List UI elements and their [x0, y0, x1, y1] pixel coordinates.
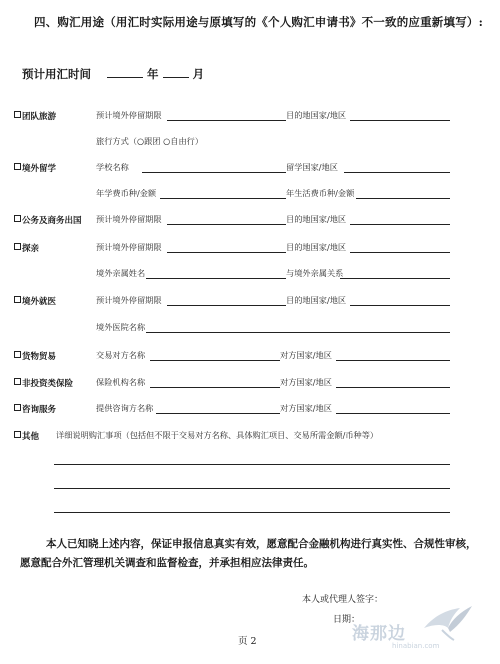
watermark-url: hinabian.com	[392, 642, 440, 650]
month-field[interactable]	[163, 65, 189, 78]
checkbox[interactable]	[14, 378, 21, 385]
category-title: 境外留学	[22, 164, 57, 174]
tuition-field[interactable]	[160, 198, 286, 199]
category-insurance[interactable]	[14, 377, 73, 389]
medical-stay-label: 预计境外停留期限	[96, 295, 162, 305]
goods-party-field[interactable]	[150, 360, 280, 361]
relation-field[interactable]	[340, 278, 450, 279]
insurer-field[interactable]	[150, 387, 280, 388]
goods-country-label: 对方国家/地区	[280, 350, 332, 360]
planned-time-row	[22, 65, 204, 82]
option-group-label: 跟团	[144, 136, 161, 146]
checkbox[interactable]	[14, 215, 21, 222]
category-title: 团队旅游	[22, 112, 57, 122]
provider-country-label: 对方国家/地区	[280, 403, 332, 413]
visit-dest-label: 目的地国家/地区	[286, 242, 347, 252]
radio-self-icon[interactable]: ○	[163, 136, 171, 146]
relative-name-label: 境外亲属姓名	[96, 268, 146, 278]
checkbox[interactable]	[14, 431, 21, 438]
tourism-dest-label: 目的地国家/地区	[286, 110, 347, 120]
category-medical[interactable]	[14, 295, 56, 307]
category-other[interactable]	[14, 430, 39, 442]
visit-stay-label: 预计境外停留期限	[96, 242, 162, 252]
provider-country-field[interactable]	[336, 413, 450, 414]
signature-label: 本人或代理人签字：	[302, 595, 384, 605]
radio-group-icon[interactable]: ○	[136, 136, 145, 146]
category-consulting[interactable]	[14, 403, 56, 415]
provider-label: 提供咨询方名称	[96, 403, 154, 413]
other-detail-line-1[interactable]	[54, 464, 450, 465]
visit-stay-field[interactable]	[167, 252, 286, 253]
checkbox[interactable]	[14, 351, 21, 358]
category-study[interactable]	[14, 162, 56, 174]
checkbox[interactable]	[14, 243, 21, 250]
insurer-label: 保险机构名称	[96, 377, 146, 387]
tuition-label: 年学费币种/金额	[96, 188, 157, 198]
watermark-text: 海那边	[352, 624, 406, 644]
other-detail-line-2[interactable]	[54, 488, 450, 489]
category-business[interactable]	[14, 214, 82, 226]
relation-label: 与境外亲属关系	[286, 268, 344, 278]
tourism-stay-field[interactable]	[167, 120, 286, 121]
study-country-field[interactable]	[344, 172, 450, 173]
living-label: 年生活费币种/金额	[286, 188, 355, 198]
insurer-country-field[interactable]	[336, 387, 450, 388]
medical-dest-label: 目的地国家/地区	[286, 295, 347, 305]
category-title: 其他	[22, 432, 40, 442]
provider-field[interactable]	[156, 413, 280, 414]
business-stay-label: 预计境外停留期限	[96, 214, 162, 224]
option-self-label: 自由行）	[170, 136, 204, 146]
relative-name-field[interactable]	[146, 278, 286, 279]
travel-mode-row	[96, 136, 203, 147]
living-field[interactable]	[356, 198, 450, 199]
hospital-field[interactable]	[146, 332, 450, 333]
hospital-label: 境外医院名称	[96, 322, 146, 332]
study-school-field[interactable]	[142, 172, 286, 173]
month-label: 月	[192, 67, 205, 81]
declaration-text: 本人已知晓上述内容，保证申报信息真实有效，愿意配合金融机构进行真实性、合规性审核，愿意配合外汇管理机关调查和监督检查，并承担相应法律责任。	[20, 538, 477, 569]
travel-mode-label: 旅行方式（	[96, 136, 137, 146]
business-dest-field[interactable]	[350, 224, 450, 225]
medical-dest-field[interactable]	[350, 305, 450, 306]
checkbox[interactable]	[14, 296, 21, 303]
checkbox[interactable]	[14, 404, 21, 411]
category-goods[interactable]	[14, 350, 56, 362]
category-title: 非投资类保险	[22, 379, 74, 389]
goods-party-label: 交易对方名称	[96, 350, 146, 360]
page-number: 页 2	[238, 636, 257, 647]
checkbox[interactable]	[14, 163, 21, 170]
other-detail-label: 详细说明购汇事项（包括但不限于交易对方名称、具体购汇项目、交易所需金额/币种等）	[56, 430, 379, 440]
business-dest-label: 目的地国家/地区	[286, 214, 347, 224]
insurer-country-label: 对方国家/地区	[280, 377, 332, 387]
study-country-label: 留学国家/地区	[286, 162, 338, 172]
category-title: 咨询服务	[22, 405, 57, 415]
category-title: 境外就医	[22, 297, 57, 307]
section-heading: 四、购汇用途（用汇时实际用途与原填写的《个人购汇申请书》不一致的应重新填写）:	[34, 15, 484, 29]
tourism-dest-field[interactable]	[350, 120, 450, 121]
category-visit[interactable]	[14, 242, 39, 254]
category-tourism[interactable]	[14, 110, 56, 122]
planned-time-label: 预计用汇时间	[22, 67, 91, 81]
tourism-stay-label: 预计境外停留期限	[96, 110, 162, 120]
category-title: 探亲	[22, 244, 40, 254]
bird-logo-icon	[420, 598, 474, 642]
checkbox[interactable]	[14, 111, 21, 118]
business-stay-field[interactable]	[167, 224, 286, 225]
year-label: 年	[147, 67, 159, 81]
year-field[interactable]	[107, 65, 143, 78]
study-school-label: 学校名称	[96, 162, 129, 172]
category-title: 货物贸易	[22, 352, 57, 362]
medical-stay-field[interactable]	[167, 305, 286, 306]
other-detail-line-3[interactable]	[54, 512, 450, 513]
date-label: 日期：	[333, 615, 361, 625]
visit-dest-field[interactable]	[350, 252, 450, 253]
category-title: 公务及商务出国	[22, 216, 82, 226]
goods-country-field[interactable]	[336, 360, 450, 361]
